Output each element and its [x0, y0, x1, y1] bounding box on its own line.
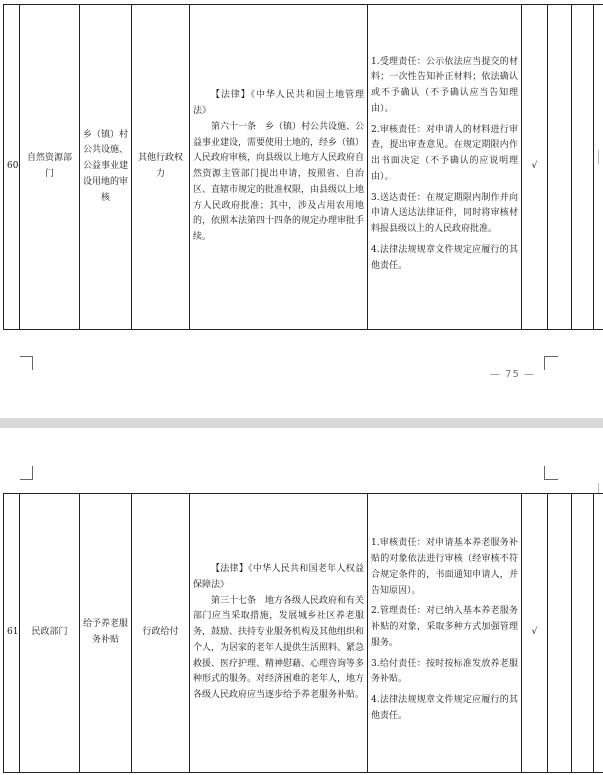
crop-mark — [544, 466, 545, 480]
legal-basis-cell — [190, 5, 368, 330]
crop-mark — [544, 356, 558, 357]
power-list-table — [3, 493, 603, 773]
empty-cell — [594, 494, 603, 773]
crop-mark — [20, 356, 33, 357]
responsibility-cell — [368, 494, 522, 773]
empty-cell — [572, 494, 594, 773]
checkmark-cell: √ — [522, 5, 548, 330]
edge-mark — [598, 483, 599, 493]
row-number: 61 — [4, 494, 20, 773]
page-separator — [0, 418, 603, 428]
edge-mark — [598, 150, 599, 164]
empty-cell — [594, 5, 603, 330]
duty-item: 3.送达责任：在规定期限内制作并向申请人送达法律证件，同时将审核材料报县级以上的人民政府批准。 — [371, 192, 518, 235]
duty-item: 3.给付责任：按时按标准发放养老服务补贴。 — [371, 658, 518, 685]
department-cell: 民政部门 — [20, 494, 80, 773]
department-cell: 自然资源部门 — [20, 5, 80, 330]
crop-mark — [32, 356, 33, 370]
responsibility-cell — [368, 5, 522, 330]
law-article: 第三十七条 地方各级人民政府和有关部门应当采取措施，发展城乡社区养老服务，鼓励、扶持专业服务机构及其他组织和个人，为居家的老年人提供生活照料、紧急救援、医疗护理、精神慰藉、心理咨询等多种形式的服务。对经济困难的老年人，地方各级人民政府应当逐步给予养老服务补贴。 — [193, 595, 365, 701]
law-article: 第六十一条 乡（镇）村公共设施、公益事业建设，需要使用土地的，经乡（镇）人民政府审核，向县级以上地方人民政府自然资源主管部门提出申请，按照省、自治区、直辖市规定的批准权限，由县级以上地方人民政府批准；其中，涉及占用农用地的，依照本法第四十四条的规定办理审批手续。 — [193, 121, 365, 242]
duty-item: 1.受理责任：公示依法应当提交的材料；一次性告知补正材料；依法确认或不予确认（不予确认应当告知理由）。 — [371, 56, 518, 114]
empty-cell — [548, 5, 572, 330]
duty-item: 2.审核责任：对申请人的材料进行审查，提出审查意见。在规定期限内作出书面决定（不予确认的应说明理由）。 — [371, 124, 518, 182]
empty-cell — [548, 494, 572, 773]
item-name-cell: 给予养老服务补贴 — [80, 494, 132, 773]
law-title: 【法律】《中华人民共和国土地管理法》 — [193, 90, 364, 116]
duty-item: 1.审核责任：对申请基本养老服务补贴的对象依法进行审核（经审核不符合规定条件的，书面通知申请人，并告知原因）。 — [371, 538, 518, 596]
row-number: 60 — [4, 5, 20, 330]
crop-mark — [20, 479, 33, 480]
empty-cell — [572, 5, 594, 330]
category-cell: 其他行政权力 — [132, 5, 190, 330]
legal-basis-cell — [190, 494, 368, 773]
crop-mark — [544, 356, 545, 370]
crop-mark — [32, 466, 33, 480]
category-cell: 行政给付 — [132, 494, 190, 773]
document-page-76 — [0, 428, 603, 775]
crop-mark — [544, 479, 558, 480]
duty-item: 2.管理责任：对已纳入基本养老服务补贴的对象，采取多种方式加强管理服务。 — [371, 606, 518, 648]
law-title: 【法律】《中华人民共和国老年人权益保障法》 — [193, 564, 364, 590]
duty-item: 4.法律法规规章文件规定应履行的其他责任。 — [371, 695, 518, 721]
power-list-table — [3, 4, 603, 330]
table-row — [4, 494, 603, 773]
table-row — [4, 5, 603, 330]
duty-item: 4.法律法规规章文件规定应履行的其他责任。 — [371, 244, 518, 271]
item-name-cell: 乡（镇）村公共设施、公益事业建设用地的审核 — [80, 5, 132, 330]
page-number: — 75 — — [489, 369, 535, 380]
checkmark-cell: √ — [522, 494, 548, 773]
